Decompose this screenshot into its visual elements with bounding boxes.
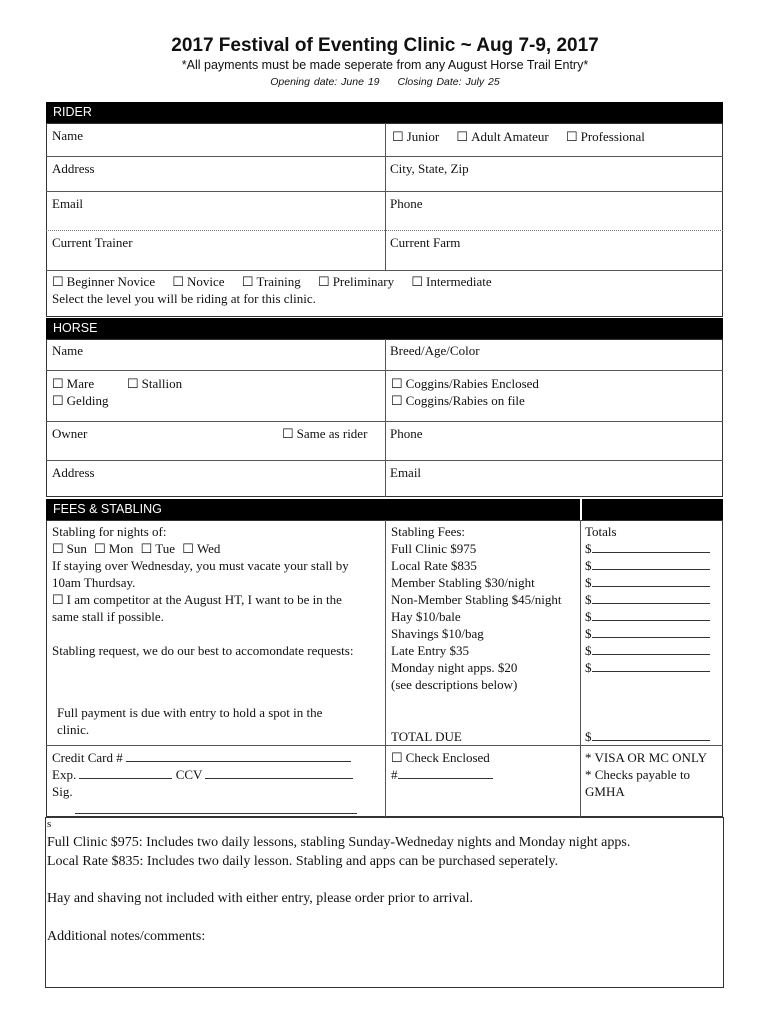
rider-city-label: City, State, Zip xyxy=(390,161,469,176)
fee-item: Monday night apps. $20 xyxy=(391,660,518,675)
professional-checkbox[interactable]: ☐ Professional xyxy=(566,129,645,144)
mon-checkbox[interactable]: ☐ Mon xyxy=(94,541,133,556)
payment-note xyxy=(57,704,322,738)
vacate-note-line2: 10am Thurdsay. xyxy=(52,575,136,590)
preliminary-checkbox[interactable]: ☐ Preliminary xyxy=(318,274,394,289)
gmha-note: GMHA xyxy=(585,784,625,799)
total-field-nonmember-stabling[interactable]: $ xyxy=(585,591,710,608)
total-field-monday-apps[interactable]: $ xyxy=(585,659,710,676)
total-field-shavings[interactable]: $ xyxy=(585,625,710,642)
payment-note-line1: Full payment is due with entry to hold a spot in the xyxy=(57,705,323,720)
owner-label: Owner xyxy=(52,426,88,441)
novice-checkbox[interactable]: ☐ Novice xyxy=(172,274,224,289)
fee-item: Late Entry $35 xyxy=(391,643,469,658)
stabling-details xyxy=(52,523,353,659)
rider-row-line xyxy=(46,270,723,271)
total-field-member-stabling[interactable]: $ xyxy=(585,574,710,591)
closing-date: Closing Date: July 25 xyxy=(397,76,500,88)
breed-age-color-label: Breed/Age/Color xyxy=(390,343,480,358)
totals-divider xyxy=(580,520,581,817)
same-as-rider-checkbox[interactable]: ☐ Same as rider xyxy=(282,425,367,442)
stabling-nights-label: Stabling for nights of: xyxy=(52,524,167,539)
full-clinic-description: Full Clinic $975: Includes two daily lessons, stabling Sunday-Wedneday nights and Monday night apps. xyxy=(47,835,631,850)
total-due-field[interactable]: $ xyxy=(585,728,710,745)
payment-notes xyxy=(585,749,707,800)
totals-column xyxy=(585,523,710,676)
horse-row-line xyxy=(46,460,723,461)
rider-divider xyxy=(385,123,386,270)
payment-subtitle: *All payments must be made seperate from any August Horse Trail Entry* xyxy=(181,58,589,72)
stray-mark: s xyxy=(47,818,52,830)
horse-row-line xyxy=(46,421,723,422)
total-due-label: TOTAL DUE xyxy=(391,729,462,744)
fee-item: Full Clinic $975 xyxy=(391,541,477,556)
owner-phone-label: Phone xyxy=(390,426,423,441)
rider-email-label: Email xyxy=(52,196,84,211)
form-title: 2017 Festival of Eventing Clinic ~ Aug 7-9, 2017 xyxy=(171,35,599,56)
owner-email-label: Email xyxy=(390,465,422,480)
additional-notes-label[interactable]: Additional notes/comments: xyxy=(47,929,206,944)
beginner-novice-checkbox[interactable]: ☐ Beginner Novice xyxy=(52,274,155,289)
competitor-note-line2: same stall if possible. xyxy=(52,609,164,624)
signature-line[interactable] xyxy=(75,813,357,814)
fees-divider xyxy=(385,520,386,817)
fee-item: Hay $10/bale xyxy=(391,609,461,624)
fee-item: Non-Member Stabling $45/night xyxy=(391,592,562,607)
nights-options xyxy=(52,540,353,557)
fee-item: Local Rate $835 xyxy=(391,558,477,573)
wed-checkbox[interactable]: ☐ Wed xyxy=(182,541,220,556)
rider-address-label: Address xyxy=(52,161,95,176)
training-checkbox[interactable]: ☐ Training xyxy=(242,274,301,289)
total-field-hay[interactable]: $ xyxy=(585,608,710,625)
totals-label: Totals xyxy=(585,524,617,539)
hay-shavings-note: Hay and shaving not included with either entry, please order prior to arrival. xyxy=(47,891,473,906)
total-field-full-clinic[interactable]: $ xyxy=(585,540,710,557)
sig-label: Sig. xyxy=(52,784,73,799)
mare-checkbox[interactable]: ☐ Mare xyxy=(52,375,94,392)
fee-item: (see descriptions below) xyxy=(391,677,518,692)
total-field-local-rate[interactable]: $ xyxy=(585,557,710,574)
vacate-note-line1: If staying over Wednesday, you must vacate your stall by xyxy=(52,558,349,573)
rider-section-header: RIDER xyxy=(46,102,723,123)
stallion-checkbox[interactable]: ☐ Stallion xyxy=(127,375,182,392)
junior-checkbox[interactable]: ☐ Junior xyxy=(392,129,439,144)
horse-section-header: HORSE xyxy=(46,318,723,339)
local-rate-description: Local Rate $835: Includes two daily lesson. Stabling and apps can be purchased seperately. xyxy=(47,854,559,869)
rider-row-line xyxy=(46,191,723,192)
rider-row-line xyxy=(46,156,723,157)
owner-address-label: Address xyxy=(52,465,95,480)
horse-name-label: Name xyxy=(52,343,84,358)
horse-divider xyxy=(385,339,386,497)
rider-phone-label: Phone xyxy=(390,196,423,211)
total-field-late-entry[interactable]: $ xyxy=(585,642,710,659)
rider-name-label: Name xyxy=(52,128,84,143)
exp-field[interactable]: Exp. CCV xyxy=(52,766,353,783)
sun-checkbox[interactable]: ☐ Sun xyxy=(52,541,87,556)
date-line xyxy=(0,76,770,88)
level-instruction: Select the level you will be riding at for this clinic. xyxy=(52,291,316,306)
stabling-request-label: Stabling request, we do our best to accomondate requests: xyxy=(52,643,354,658)
payment-row-line xyxy=(46,745,723,746)
horse-row-line xyxy=(46,370,723,371)
competitor-same-stall-checkbox[interactable]: ☐ I am competitor at the August HT, I want to be in the xyxy=(52,592,342,607)
gelding-checkbox[interactable]: ☐ Gelding xyxy=(52,392,109,409)
fee-item: Member Stabling $30/night xyxy=(391,575,535,590)
fee-item: Stabling Fees: xyxy=(391,524,466,539)
rider-row-line xyxy=(46,230,723,231)
adult-amateur-checkbox[interactable]: ☐ Adult Amateur xyxy=(456,129,548,144)
current-trainer-label: Current Trainer xyxy=(52,235,133,250)
payment-note-line2: clinic. xyxy=(57,722,90,737)
check-enclosed-checkbox[interactable]: ☐ Check Enclosed xyxy=(391,749,490,766)
totals-header-bar xyxy=(582,499,723,520)
visa-mc-note: * VISA OR MC ONLY xyxy=(585,750,707,765)
fee-list xyxy=(391,523,561,693)
check-number-field[interactable]: # xyxy=(391,766,493,783)
coggins-on-file-checkbox[interactable]: ☐ Coggins/Rabies on file xyxy=(391,392,525,409)
current-farm-label: Current Farm xyxy=(390,235,461,250)
intermediate-checkbox[interactable]: ☐ Intermediate xyxy=(411,274,491,289)
coggins-enclosed-checkbox[interactable]: ☐ Coggins/Rabies Enclosed xyxy=(391,375,539,392)
rider-category-options xyxy=(392,128,645,145)
opening-date: Opening date: June 19 xyxy=(270,76,380,88)
level-options xyxy=(52,273,492,290)
tue-checkbox[interactable]: ☐ Tue xyxy=(141,541,175,556)
fees-section-header: FEES & STABLING xyxy=(46,499,580,520)
credit-card-field[interactable]: Credit Card # xyxy=(52,749,351,766)
checks-payable-note: * Checks payable to xyxy=(585,767,691,782)
fee-item: Shavings $10/bag xyxy=(391,626,484,641)
